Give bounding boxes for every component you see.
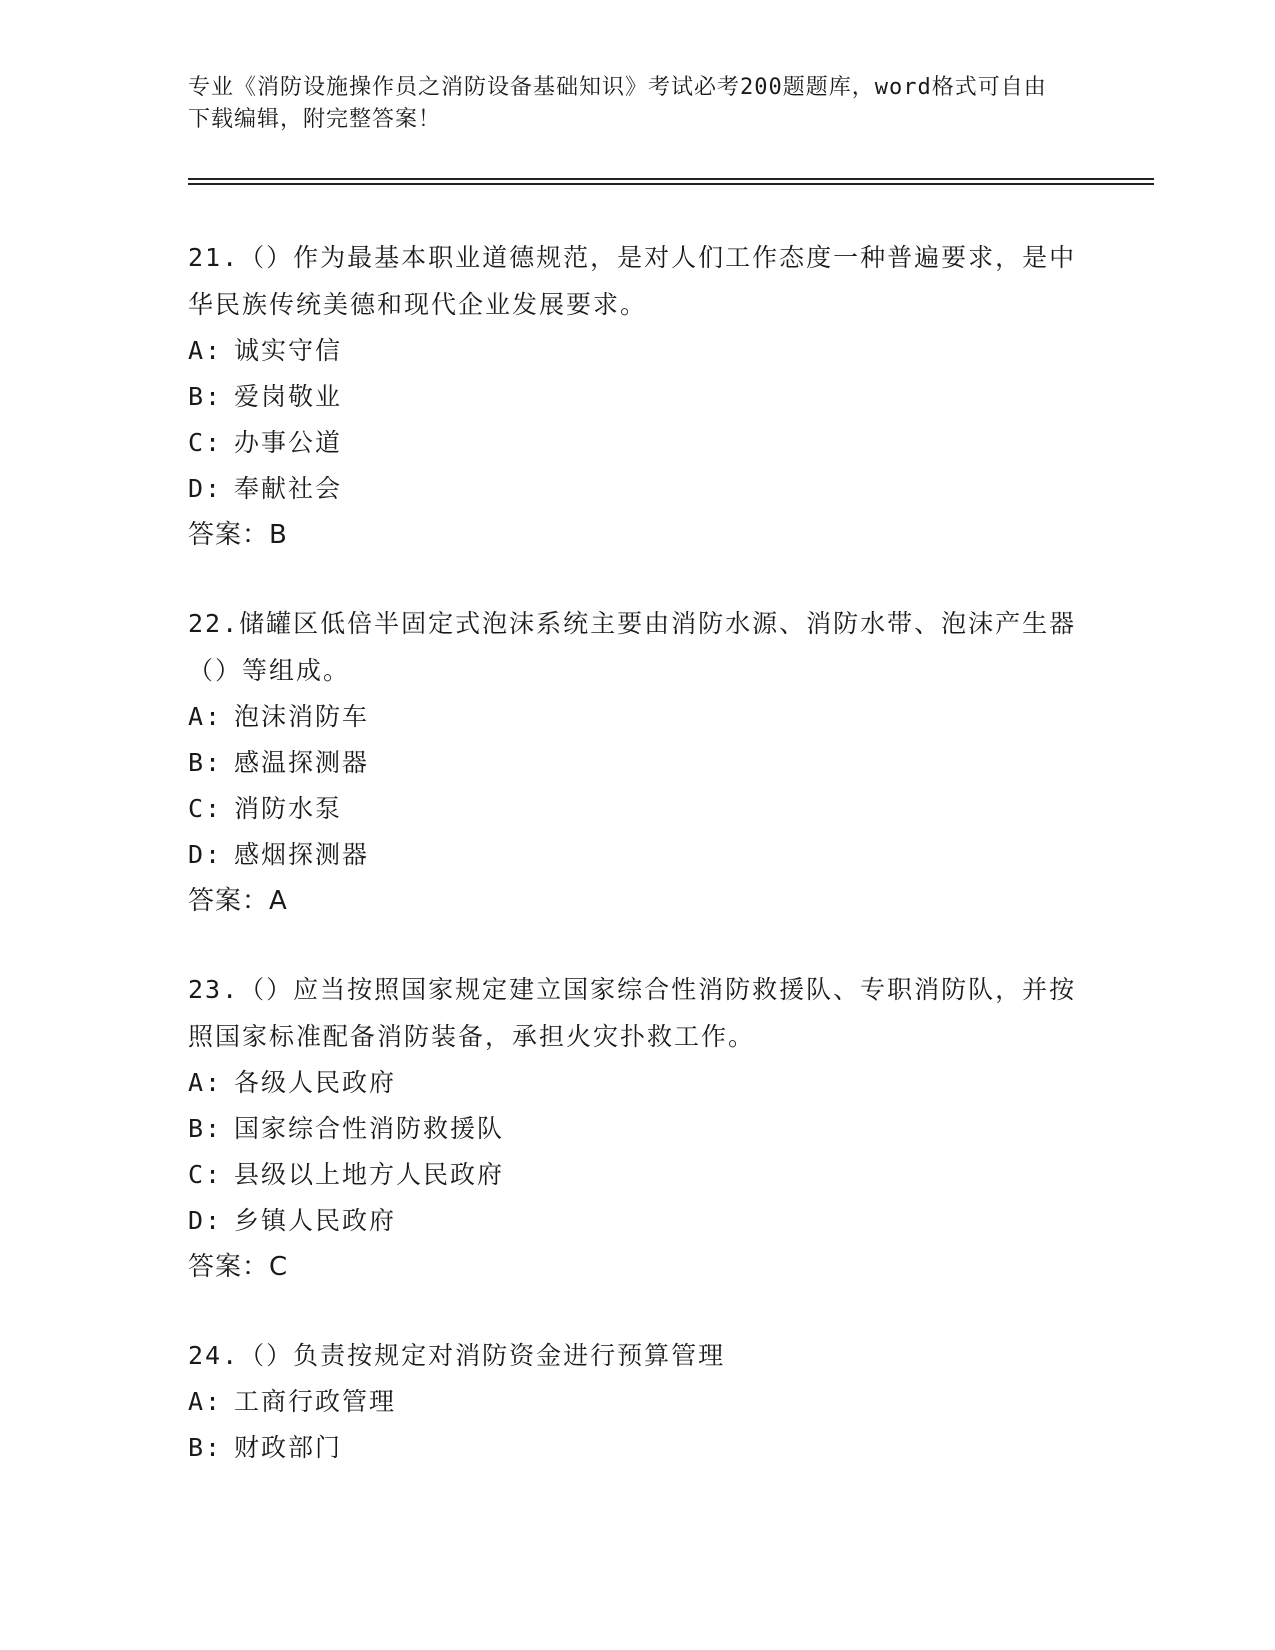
answer-line: 答案：B	[188, 520, 288, 550]
option-key: B:	[188, 382, 223, 411]
option-key: B:	[188, 748, 223, 777]
option-c	[188, 786, 1088, 832]
question-22	[188, 600, 1088, 924]
option-text: 奉献社会	[234, 474, 343, 503]
option-key: D:	[188, 840, 223, 869]
option-a	[188, 328, 1088, 374]
option-a	[188, 1379, 1088, 1425]
option-text: 工商行政管理	[234, 1387, 397, 1416]
document-header: 专业《消防设施操作员之消防设备基础知识》考试必考200题题库，word格式可自由下载编辑，附完整答案！	[188, 75, 1047, 132]
option-b	[188, 374, 1088, 420]
option-key: A:	[188, 336, 223, 365]
option-text: 爱岗敬业	[234, 382, 343, 411]
option-text: 泡沫消防车	[234, 702, 370, 731]
option-key: C:	[188, 1160, 223, 1189]
option-b	[188, 1425, 1088, 1471]
option-text: 各级人民政府	[234, 1068, 397, 1097]
option-key: B:	[188, 1433, 223, 1462]
header-divider-bottom	[188, 183, 1154, 185]
option-d	[188, 1198, 1088, 1244]
option-text: 感烟探测器	[234, 840, 370, 869]
question-stem: 21.（）作为最基本职业道德规范，是对人们工作态度一种普遍要求，是中华民族传统美德和现代企业发展要求。	[188, 243, 1077, 319]
question-stem: 24.（）负责按规定对消防资金进行预算管理	[188, 1341, 726, 1370]
question-23	[188, 966, 1088, 1290]
question-21	[188, 234, 1088, 558]
option-text: 国家综合性消防救援队	[234, 1114, 505, 1143]
header-divider-top	[188, 178, 1154, 180]
option-text: 县级以上地方人民政府	[234, 1160, 505, 1189]
option-b	[188, 1106, 1088, 1152]
option-key: A:	[188, 1068, 223, 1097]
option-key: B:	[188, 1114, 223, 1143]
option-key: D:	[188, 474, 223, 503]
option-text: 财政部门	[234, 1433, 343, 1462]
option-b	[188, 740, 1088, 786]
option-a	[188, 694, 1088, 740]
option-text: 感温探测器	[234, 748, 370, 777]
question-stem: 23.（）应当按照国家规定建立国家综合性消防救援队、专职消防队，并按照国家标准配备消防装备，承担火灾扑救工作。	[188, 975, 1077, 1051]
option-text: 办事公道	[234, 428, 343, 457]
answer-line: 答案：C	[188, 1252, 289, 1282]
option-key: C:	[188, 428, 223, 457]
option-d	[188, 832, 1088, 878]
option-c	[188, 420, 1088, 466]
option-key: C:	[188, 794, 223, 823]
question-stem: 22.储罐区低倍半固定式泡沫系统主要由消防水源、消防水带、泡沫产生器（）等组成。	[188, 609, 1077, 685]
option-d	[188, 466, 1088, 512]
option-a	[188, 1060, 1088, 1106]
option-key: A:	[188, 1387, 223, 1416]
option-text: 诚实守信	[234, 336, 343, 365]
option-key: D:	[188, 1206, 223, 1235]
option-c	[188, 1152, 1088, 1198]
answer-line: 答案：A	[188, 886, 288, 916]
question-24	[188, 1332, 1088, 1471]
option-text: 乡镇人民政府	[234, 1206, 397, 1235]
option-text: 消防水泵	[234, 794, 343, 823]
option-key: A:	[188, 702, 223, 731]
